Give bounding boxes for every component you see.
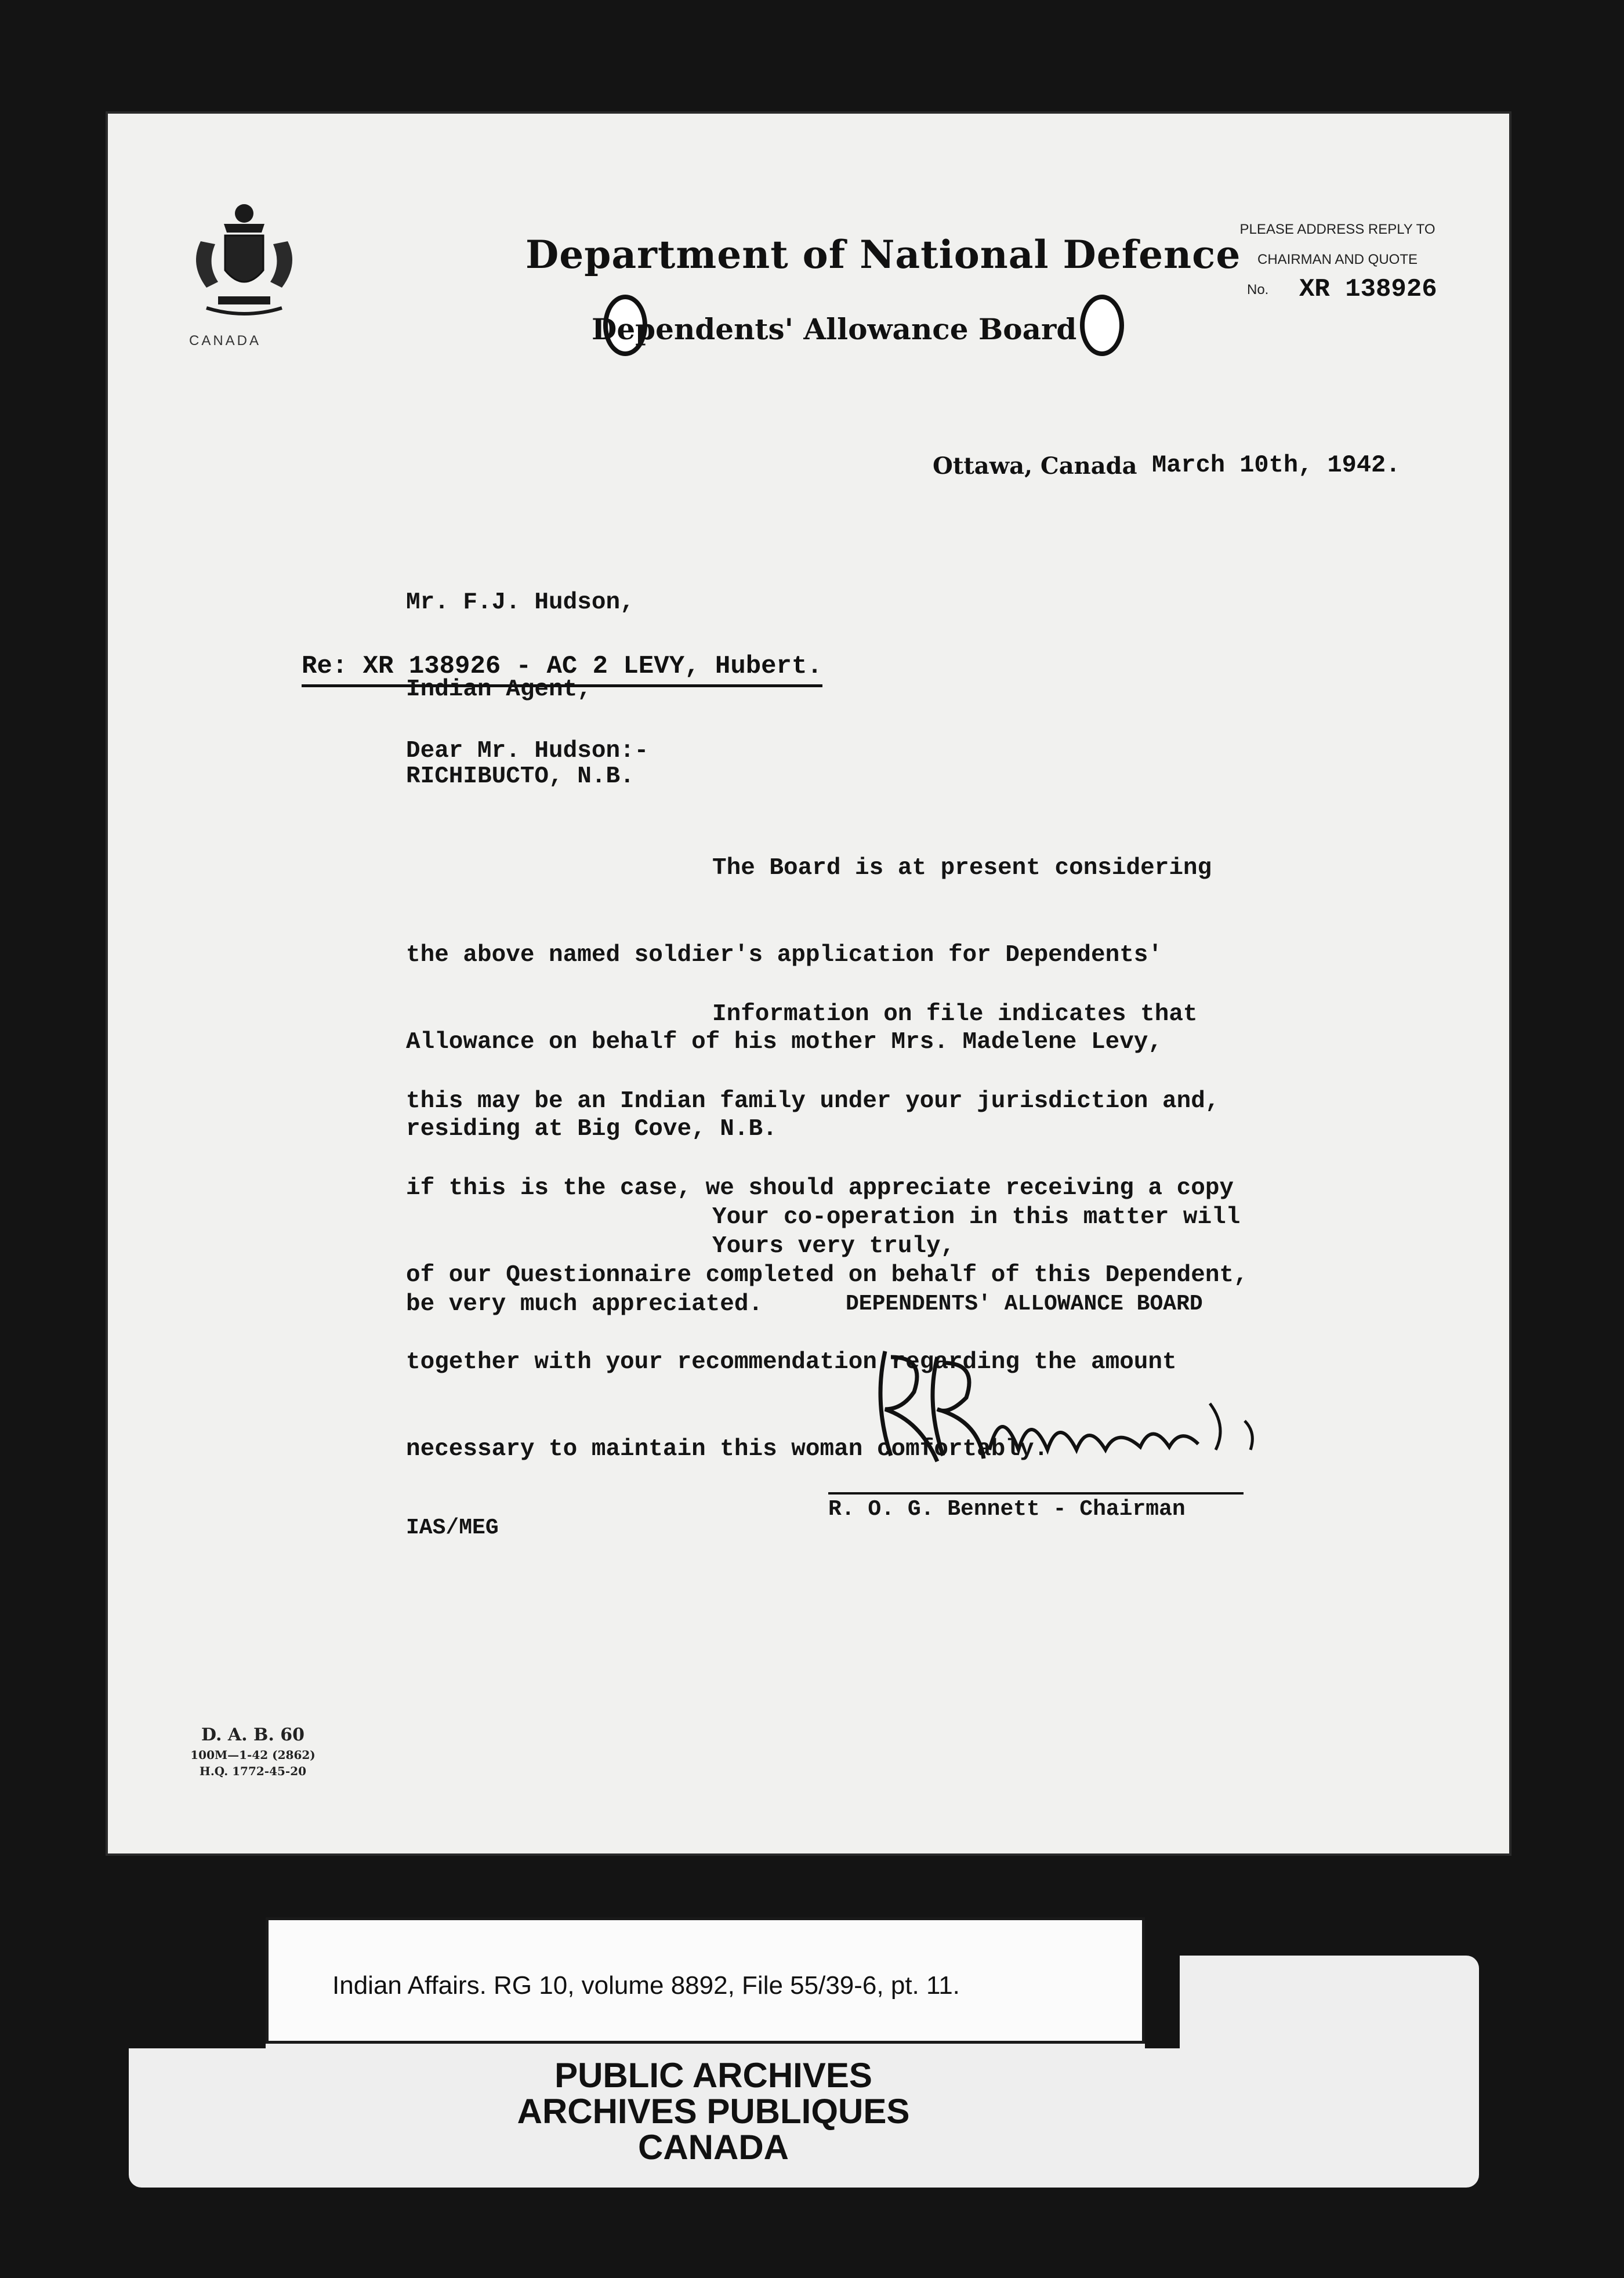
letterhead-title: Department of National Defence — [525, 232, 1241, 277]
form-code-line-3: H.Q. 1772-45-20 — [199, 1764, 307, 1778]
handwritten-signature — [850, 1334, 1291, 1485]
punch-hole-right — [1080, 295, 1124, 356]
body-p2-line-1: Information on file indicates that — [712, 1001, 1198, 1028]
archive-reference-card — [266, 1917, 1145, 2044]
recipient-name: Mr. F.J. Hudson, — [406, 589, 635, 616]
form-code — [166, 1724, 340, 1779]
recipient-title: Indian Agent, — [406, 676, 592, 703]
form-code-line-1: D. A. B. 60 — [201, 1725, 304, 1745]
body-p2-line-6: necessary to maintain this woman comfortably. — [406, 1436, 1049, 1463]
body-p3-line-2: be very much appreciated. — [406, 1291, 763, 1318]
dateline-date: March 10th, 1942. — [1152, 451, 1401, 479]
letter-page — [108, 114, 1509, 1853]
signature-rule — [828, 1492, 1244, 1495]
archive-reference: Indian Affairs. RG 10, volume 8892, File 55/39-6, pt. 11. — [332, 1971, 960, 2000]
body-p2-line-5: together with your recommendation regarding the amount — [406, 1349, 1177, 1376]
dateline-place: Ottawa, Canada — [933, 452, 1137, 480]
archive-stamp — [493, 2058, 934, 2165]
body-p2-line-3: if this is the case, we should appreciate receiving a copy — [406, 1175, 1234, 1202]
body-p1-line-3: Allowance on behalf of his mother Mrs. Madelene Levy, — [406, 1029, 1163, 1055]
body-p2-line-2: this may be an Indian family under your jurisdiction and, — [406, 1088, 1220, 1115]
coat-of-arms-icon — [183, 201, 305, 325]
reply-line-2: CHAIRMAN AND QUOTE — [1257, 252, 1418, 267]
reference-initials: IAS/MEG — [406, 1515, 499, 1540]
body-p1-line-1: The Board is at present considering — [712, 855, 1212, 882]
reply-line-1: PLEASE ADDRESS REPLY TO — [1239, 222, 1436, 237]
recipient-location: RICHIBUCTO, N.B. — [406, 763, 635, 790]
tray-slot-left — [129, 1956, 266, 2048]
reply-number: XR 138926 — [1299, 275, 1437, 304]
crest-label: CANADA — [189, 333, 262, 349]
body-p3-line-1: Your co-operation in this matter will — [712, 1204, 1241, 1231]
reply-instructions — [1216, 215, 1459, 275]
archive-stamp-line-3: CANADA — [638, 2128, 789, 2167]
archive-stamp-line-2: ARCHIVES PUBLIQUES — [517, 2092, 910, 2131]
closing-organization: DEPENDENTS' ALLOWANCE BOARD — [846, 1292, 1203, 1316]
letterhead-subtitle: Dependents' Allowance Board — [592, 312, 1077, 346]
complimentary-close: Yours very truly, — [712, 1233, 955, 1260]
subject-line: Re: XR 138926 - AC 2 LEVY, Hubert. — [302, 652, 822, 687]
form-code-line-2: 100M—1-42 (2862) — [190, 1748, 316, 1762]
archive-stamp-line-1: PUBLIC ARCHIVES — [554, 2056, 872, 2095]
salutation: Dear Mr. Hudson:- — [406, 738, 649, 764]
body-p1-line-2: the above named soldier's application for Dependents' — [406, 942, 1163, 968]
reply-number-label: No. — [1247, 282, 1269, 298]
signer-name: R. O. G. Bennett - Chairman — [828, 1497, 1186, 1522]
tray-slot-right — [1145, 1956, 1180, 2048]
body-p2-line-4: of our Questionnaire completed on behalf of this Dependent, — [406, 1262, 1248, 1289]
body-p1-line-4: residing at Big Cove, N.B. — [406, 1116, 777, 1142]
